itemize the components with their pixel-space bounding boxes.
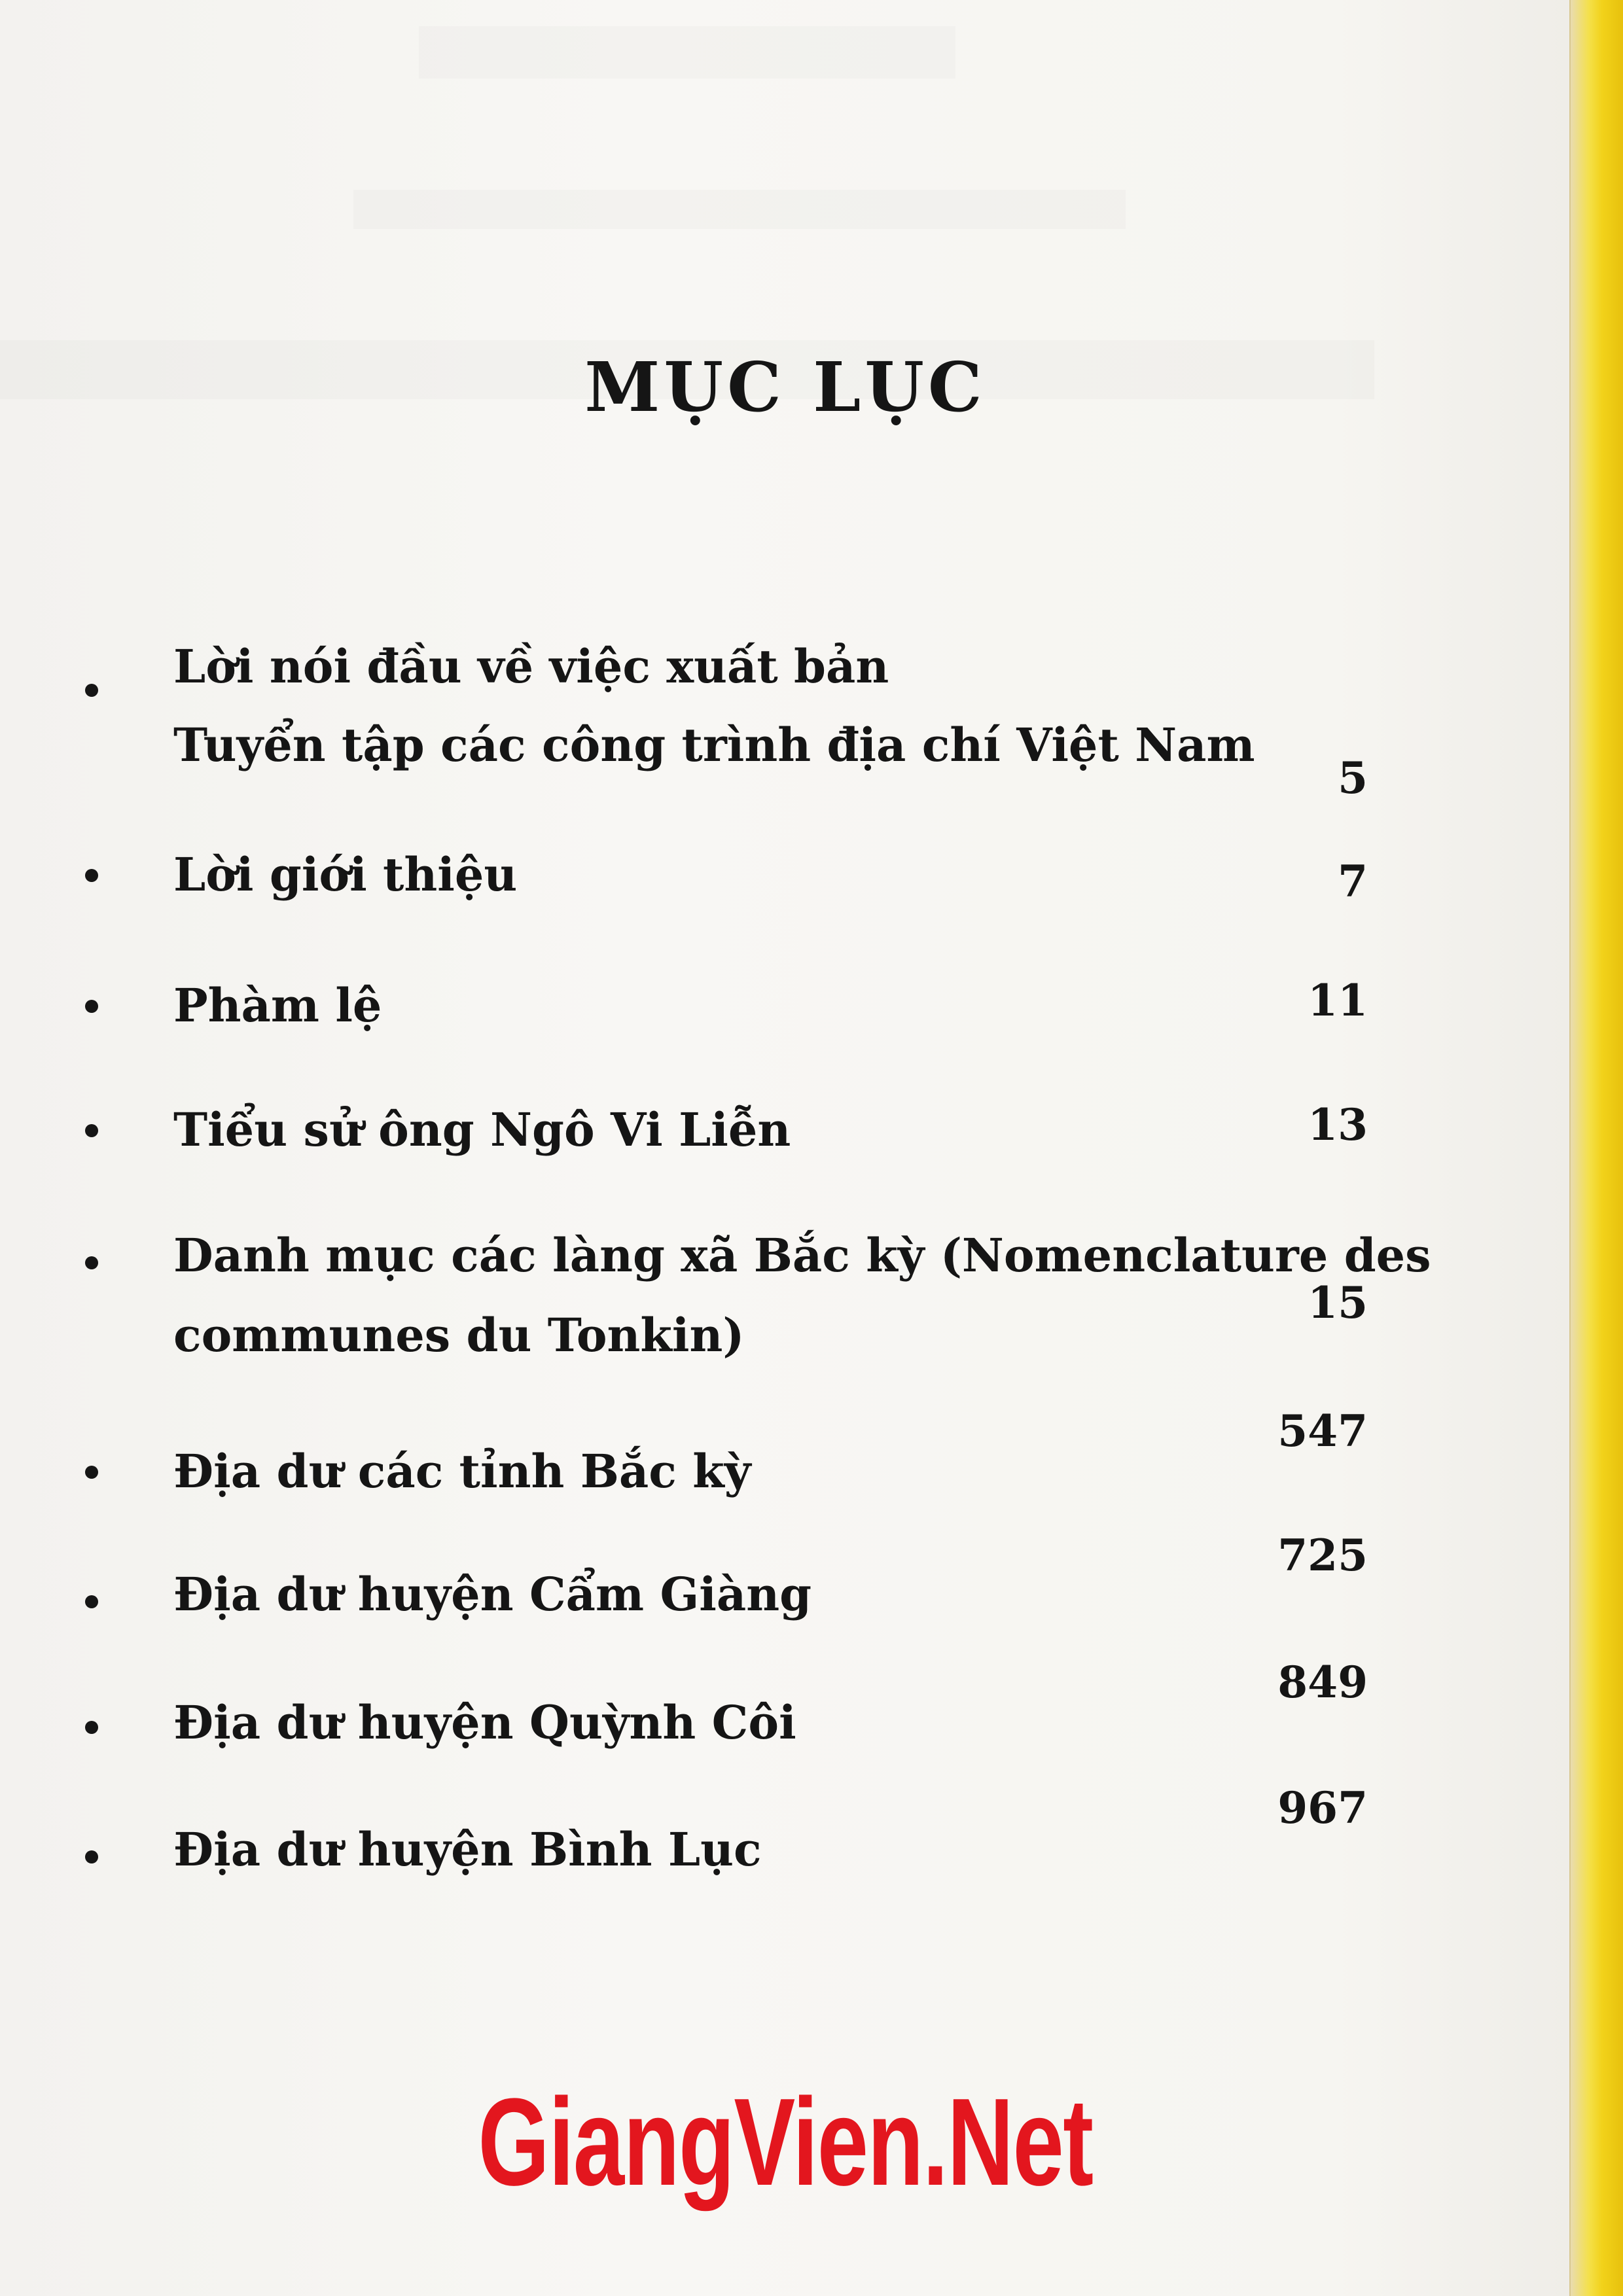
bullet-icon [85, 1721, 98, 1734]
toc-entry-title: Địa dư huyện Cẩm Giàng [173, 1567, 812, 1621]
toc-entry[interactable] [85, 1091, 1368, 1176]
bullet-icon [85, 1124, 98, 1137]
toc-page-number: 725 [1277, 1530, 1368, 1581]
bullet-icon [85, 869, 98, 882]
toc-entry[interactable] [85, 1782, 1368, 1894]
show-through-1 [419, 26, 955, 79]
show-through-2 [353, 190, 1126, 229]
toc-page-number: 13 [1308, 1099, 1368, 1150]
toc-entry-title: Lời giới thiệu [173, 847, 518, 902]
toc-page-number: 849 [1277, 1657, 1368, 1708]
book-edge [1571, 0, 1623, 2296]
page-title: MỤC LỤC [584, 347, 986, 427]
toc-entry[interactable] [85, 836, 1368, 921]
toc-entry[interactable] [85, 1530, 1368, 1642]
toc-page-number: 7 [1338, 856, 1368, 907]
toc-page-number: 967 [1277, 1782, 1368, 1833]
toc-page-number: 15 [1308, 1277, 1368, 1328]
toc-entry-title: Phàm lệ [173, 978, 382, 1033]
watermark: GiangVien.Net [478, 2073, 1093, 2212]
toc-entry[interactable] [85, 1657, 1368, 1768]
toc-entry-title: Địa dư huyện Quỳnh Côi [173, 1695, 796, 1750]
toc-entry-title: Lời nói đầu về việc xuất bản [173, 639, 889, 694]
toc-entry[interactable] [85, 1405, 1368, 1517]
bullet-icon [85, 1256, 98, 1269]
toc-entry-title: communes du Tonkin) [173, 1308, 745, 1362]
toc-entry[interactable] [85, 1217, 1431, 1387]
toc-entry-title: Địa dư các tỉnh Bắc kỳ [173, 1444, 751, 1498]
bullet-icon [85, 684, 98, 697]
toc-page-number: 5 [1338, 752, 1368, 804]
toc-entry-title: Tiểu sử ông Ngô Vi Liễn [173, 1103, 791, 1157]
toc-entry-title: Danh mục các làng xã Bắc kỳ (Nomenclature des [173, 1228, 1431, 1282]
toc-entry-title: Tuyển tập các công trình địa chí Việt Nam [173, 718, 1255, 772]
toc-entry-title: Địa dư huyện Bình Lục [173, 1822, 762, 1877]
bullet-icon [85, 1466, 98, 1479]
toc-page-number: 547 [1277, 1405, 1368, 1457]
toc-entry[interactable] [85, 967, 1368, 1052]
bullet-icon [85, 1850, 98, 1863]
toc-entry[interactable] [85, 628, 1368, 818]
toc-page-number: 11 [1308, 975, 1368, 1026]
bullet-icon [85, 1595, 98, 1608]
bullet-icon [85, 1000, 98, 1013]
